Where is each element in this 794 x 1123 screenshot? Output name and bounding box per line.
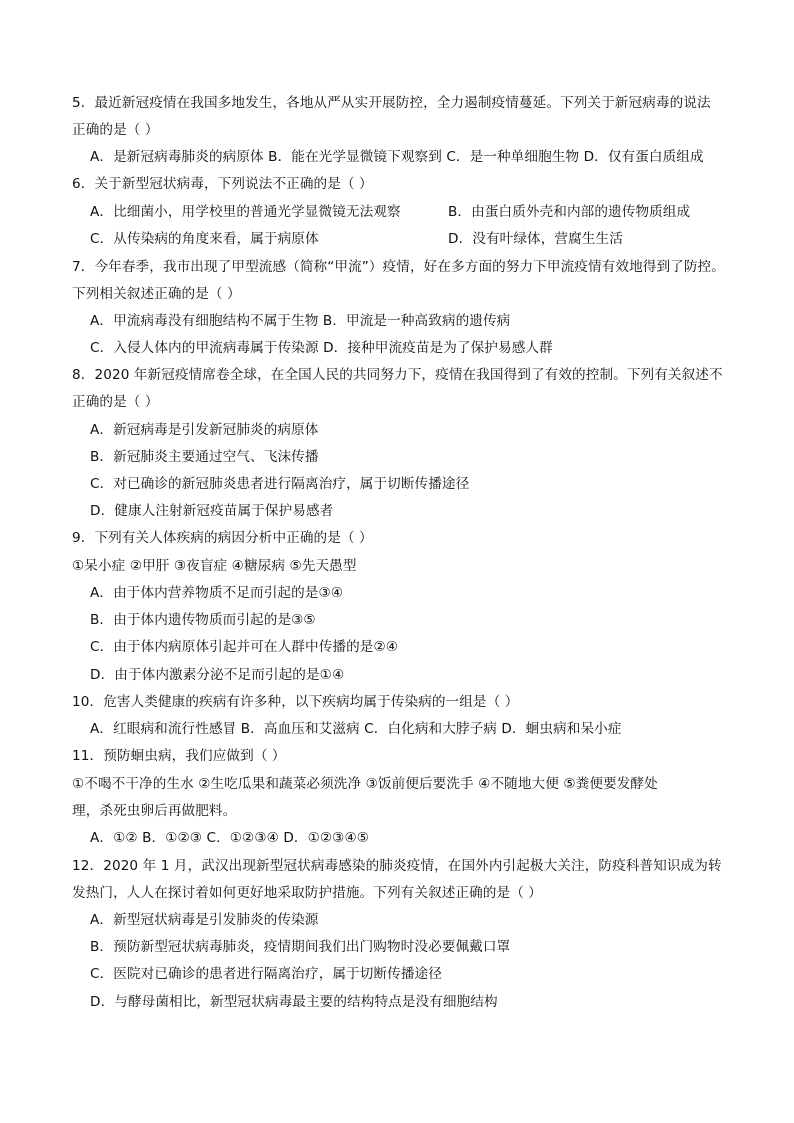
question-5-stem-line-2: 正确的是（ ） [72,122,159,138]
question-11-items-line-1: ①不喝不干净的生水 ②生吃瓜果和蔬菜必须洗净 ③饭前便后要洗手 ④不随地大便 ⑤粪便要发酵处 [72,776,658,792]
question-6-stem: 6．关于新型冠状病毒，下列说法不正确的是（ ） [72,176,373,192]
question-12-option-b: B．预防新型冠状病毒肺炎，疫情期间我们出门购物时没必要佩戴口罩 [90,939,511,955]
question-9-option-b: B．由于体内遗传物质而引起的是③⑤ [90,612,316,628]
question-6-option-b: B．由蛋白质外壳和内部的遗传物质组成 [448,204,691,220]
question-8-stem-line-2: 正确的是（ ） [72,394,159,410]
question-6-option-d: D．没有叶绿体，营腐生生活 [448,231,623,247]
question-6-option-c: C．从传染病的角度来看，属于病原体 [90,231,319,247]
question-12-stem-line-2: 发热门，人人在探讨着如何更好地采取防护措施。下列有关叙述正确的是（ ） [72,885,543,901]
question-8-option-d: D．健康人注射新冠疫苗属于保护易感者 [90,503,334,519]
question-5-options: A．是新冠病毒肺炎的病原体 B．能在光学显微镜下观察到 C．是一种单细胞生物 D．仅有蛋白质组成 [90,149,704,165]
question-11-stem: 11．预防蛔虫病，我们应做到（ ） [72,748,286,764]
question-11-options: A．①② B．①②③ C．①②③④ D．①②③④⑤ [90,830,370,846]
question-12-option-a: A．新型冠状病毒是引发肺炎的传染源 [90,912,319,928]
question-6-option-a: A．比细菌小，用学校里的普通光学显微镜无法观察 [90,204,401,220]
question-8-option-a: A．新冠病毒是引发新冠肺炎的病原体 [90,422,319,438]
question-12-stem-line-1: 12．2020 年 1 月，武汉出现新型冠状病毒感染的肺炎疫情，在国外内引起极大关注，防疫科普知识成为转 [72,858,722,874]
question-8-stem-line-1: 8．2020 年新冠疫情席卷全球，在全国人民的共同努力下，疫情在我国得到了有效的控制。下列有关叙述不 [72,367,723,383]
question-9-stem: 9．下列有关人体疾病的病因分析中正确的是（ ） [72,530,373,546]
question-11-items-line-2: 理，杀死虫卵后再做肥料。 [72,803,237,819]
question-9-items: ①呆小症 ②甲肝 ③夜盲症 ④糖尿病 ⑤先天愚型 [72,558,357,574]
question-12-option-d: D．与酵母菌相比，新型冠状病毒最主要的结构特点是没有细胞结构 [90,994,498,1010]
question-5-stem-line-1: 5．最近新冠疫情在我国多地发生，各地从严从实开展防控，全力遏制疫情蔓延。下列关于新冠病毒的说法 [72,95,711,111]
question-7-stem-line-2: 下列相关叙述正确的是（ ） [72,286,241,302]
question-10-stem: 10．危害人类健康的疾病有许多种，以下疾病均属于传染病的一组是（ ） [72,694,519,710]
question-7-options-row-2: C．入侵人体内的甲流病毒属于传染源 D．接种甲流疫苗是为了保护易感人群 [90,340,553,356]
question-9-option-c: C．由于体内病原体引起并可在人群中传播的是②④ [90,639,399,655]
question-7-stem-line-1: 7．今年春季，我市出现了甲型流感（简称“甲流”）疫情，好在多方面的努力下甲流疫情有效地得到了防控。 [72,259,725,275]
question-9-option-d: D．由于体内激素分泌不足而引起的是①④ [90,667,345,683]
question-9-option-a: A．由于体内营养物质不足而引起的是③④ [90,585,344,601]
question-8-option-b: B．新冠肺炎主要通过空气、飞沫传播 [90,449,319,465]
question-7-options-row-1: A．甲流病毒没有细胞结构不属于生物 B．甲流是一种高致病的遗传病 [90,313,511,329]
question-10-options: A．红眼病和流行性感冒 B．高血压和艾滋病 C．白化病和大脖子病 D．蛔虫病和呆小症 [90,721,622,737]
question-8-option-c: C．对已确诊的新冠肺炎患者进行隔离治疗，属于切断传播途径 [90,476,470,492]
question-12-option-c: C．医院对已确诊的患者进行隔离治疗，属于切断传播途径 [90,966,442,982]
